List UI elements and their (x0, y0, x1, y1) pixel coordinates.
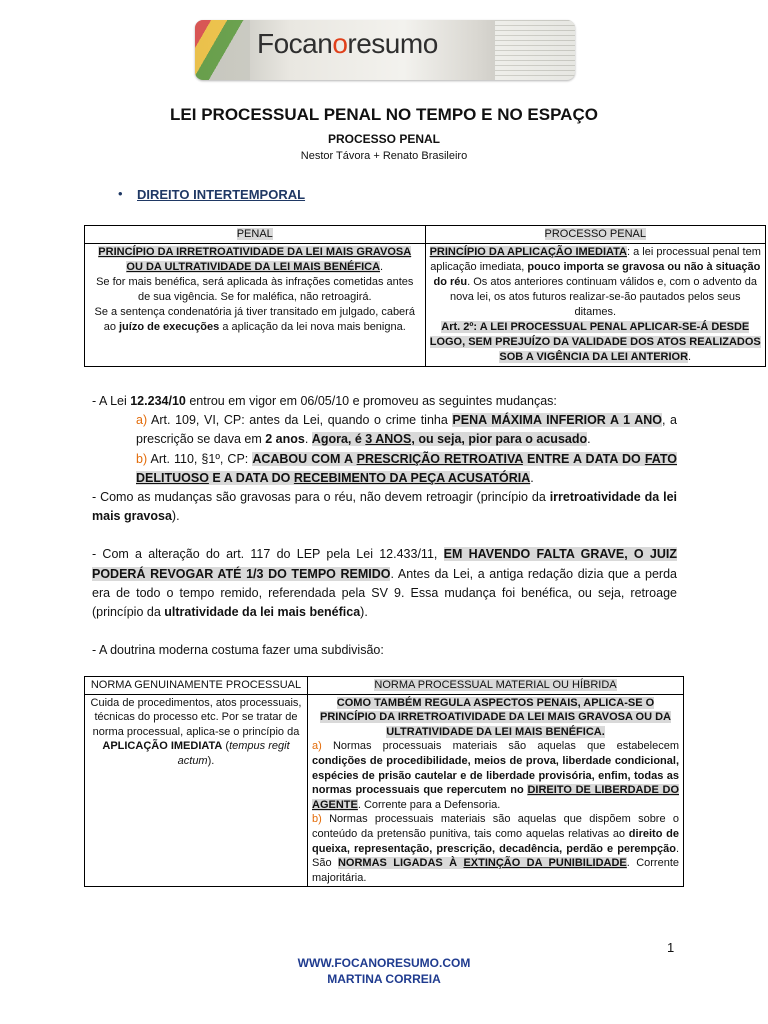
paragraph-lep: - Com a alteração do art. 117 do LEP pela Lei 12.433/11, EM HAVENDO FALTA GRAVE, O JUIZ PODERÁ REVOGAR ATÉ 1/3 DO TEMPO REMIDO. Antes da Lei, a antiga redação dizia que a perda era de todo o tempo remido, referendada pela SV 9. Essa mudança foi benéfica, ou seja, retroage (princípio da ultratividade da lei mais benéfica). (92, 547, 677, 620)
table-header-processo-penal: PROCESSO PENAL (425, 226, 766, 244)
comparison-table-normas (84, 676, 684, 887)
markers-image (195, 20, 250, 80)
bullet-icon: • (118, 186, 123, 201)
item-a: a) Art. 109, VI, CP: antes da Lei, quando o crime tinha PENA MÁXIMA INFERIOR A 1 ANO, a prescrição se dava em 2 anos. Agora, é 3 ANOS, ou seja, pior para o acusado. (136, 413, 677, 447)
paragraph-lei-12234: - A Lei 12.234/10 entrou em vigor em 06/05/10 e promoveu as seguintes mudanças: (92, 394, 557, 408)
footer-website[interactable]: WWW.FOCANORESUMO.COM (297, 956, 471, 970)
item-b: b) Art. 110, §1º, CP: ACABOU COM A PRESCRIÇÃO RETROATIVA ENTRE A DATA DO FATO DELITUOSO E A DATA DO RECEBIMENTO DA PEÇA ACUSATÓRIA. (136, 451, 677, 485)
site-logo: Focanoresumo (257, 28, 438, 59)
table-header-norma-hibrida: NORMA PROCESSUAL MATERIAL OU HÍBRIDA (308, 677, 684, 695)
table-cell-processo-penal: PRINCÍPIO DA APLICAÇÃO IMEDIATA: a lei processual penal tem aplicação imediata, pouco importa se gravosa ou não à situação do réu. Os atos anteriores continuam válidos e, com o advento da nova lei, os atos futuros realizar-se-ão pautados pelos seus ditames. Art. 2º: A LEI PROCESSUAL PENAL APLICAR-SE-Á DESDE LOGO, SEM PREJUÍZO DA VALIDADE DOS ATOS REALIZADOS SOB A VIGÊNCIA DA LEI ANTERIOR. (425, 244, 766, 367)
paragraph-doutrina: - A doutrina moderna costuma fazer uma subdivisão: (92, 643, 384, 658)
table-cell-norma-hibrida: COMO TAMBÉM REGULA ASPECTOS PENAIS, APLICA-SE O PRINCÍPIO DA IRRETROATIVIDADE DA LEI MAIS GRAVOSA OU DA ULTRATIVIDADE DA LEI MAIS BENÉFICA. a) Normas processuais materiais são aquelas que estabelecem condições de procedibilidade, meios de prova, liberdade condicional, espécies de prisão cautelar e de liberdade provisória, enfim, todas as normas processuais que repercutem no DIREITO DE LIBERDADE DO AGENTE. Corrente para a Defensoria. b) Normas processuais materiais são aquelas que dispõem sobre o conteúdo da pretensão punitiva, tais como aquelas relativas ao direito de queixa, representação, prescrição, decadência, perdão e perempção. São NORMAS LIGADAS À EXTINÇÃO DA PUNIBILIDADE. Corrente majoritária. (308, 694, 684, 887)
table-header-norma-processual: NORMA GENUINAMENTE PROCESSUAL (85, 677, 308, 695)
body-text (92, 392, 677, 660)
table-header-penal: PENAL (85, 226, 426, 244)
footer-author: MARTINA CORREIA (327, 972, 441, 986)
paragraph-irretroatividade: - Como as mudanças são gravosas para o réu, não devem retroagir (princípio da irretroatividade da lei mais gravosa). (92, 490, 678, 524)
table-cell-norma-processual: Cuida de procedimentos, atos processuais, técnicas do processo etc. Por se tratar de norma processual, aplica-se o princípio da APLICAÇÃO IMEDIATA (tempus regit actum). (85, 694, 308, 887)
section-heading: DIREITO INTERTEMPORAL (137, 187, 306, 202)
document-subtitle: PROCESSO PENAL (327, 132, 441, 146)
comparison-table-penal (84, 225, 766, 367)
document-authors: Nestor Távora + Renato Brasileiro (300, 150, 468, 162)
document-title: LEI PROCESSUAL PENAL NO TEMPO E NO ESPAÇO (170, 105, 598, 124)
page-number: 1 (667, 940, 675, 955)
header-banner (195, 20, 575, 80)
table-cell-penal: PRINCÍPIO DA IRRETROATIVIDADE DA LEI MAIS GRAVOSA OU DA ULTRATIVIDADE DA LEI MAIS BENÉFICA. Se for mais benéfica, será aplicada às infrações cometidas antes de sua vigência. Se for maléfica, não retroagirá. Se a sentença condenatória já tiver transitado em julgado, caberá ao juízo de execuções a aplicação da lei nova mais benigna. (85, 244, 426, 367)
notebook-image (495, 20, 575, 80)
